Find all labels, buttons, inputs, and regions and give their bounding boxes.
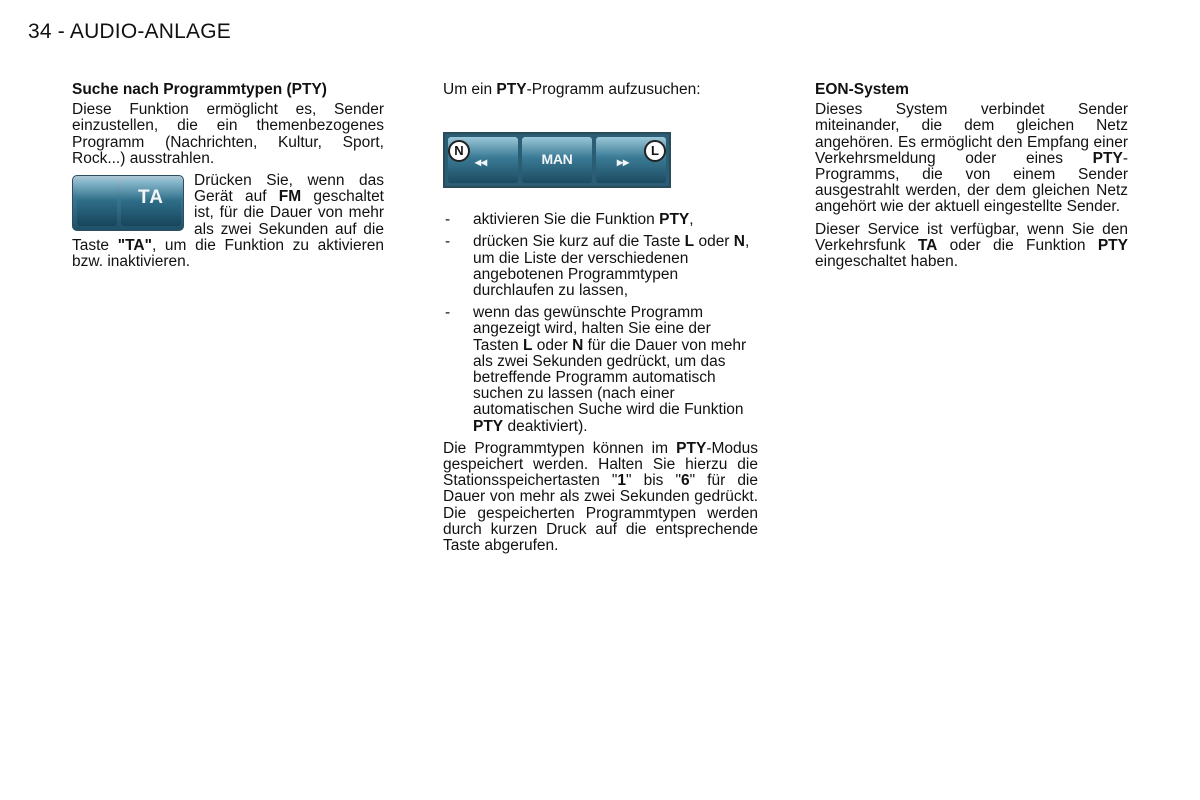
radio-control-illustration [443, 132, 671, 188]
middle-column [443, 82, 758, 554]
text-run: Die Programmtypen können im [443, 439, 677, 457]
text-run: oder [694, 233, 734, 251]
text-run: aktivieren Sie die Funktion [473, 211, 660, 229]
text-run: Drücken Sie, wenn das Gerät auf [194, 172, 384, 206]
eon-section-heading: EON-System [815, 81, 909, 98]
ta-keyword: "TA" [117, 236, 152, 254]
eon-description-paragraph [815, 102, 1128, 215]
forward-icon: ▸▸ [617, 155, 630, 170]
pty-keyword: PTY [676, 439, 707, 457]
fm-keyword: FM [278, 188, 302, 206]
text-run: , um die Liste der verschiedenen angebotenen Programmtypen durchlaufen zu lassen, [473, 233, 750, 300]
n-badge: N [448, 140, 470, 162]
ta-button-illustration [72, 175, 184, 231]
text-run: geschaltet ist, für die Dauer von mehr als zwei Sekunden auf die Taste [72, 188, 384, 254]
text-run: " für die Dauer von mehr als zwei Sekunden gedrückt. Die gespeicherten Programmtypen werden durch kurzen Druck auf die entsprechende Taste abgerufen. [443, 472, 759, 555]
text-run: , um die Funktion zu aktivieren bzw. inaktivieren. [72, 236, 385, 271]
pty-keyword: PTY [1097, 236, 1128, 254]
list-item [443, 212, 758, 228]
list-item [443, 305, 758, 435]
left-column [72, 82, 384, 270]
pty-steps-list [443, 212, 758, 435]
ta-button-label: TA [138, 187, 164, 209]
text-run: -Programms, die von einem Sender ausgestrahlt werden, der dem gleichen Netz angehört wie der aktuell eingestellte Sender. [815, 149, 1128, 216]
l-keyword: L [522, 336, 533, 354]
pty-keyword: PTY [1092, 149, 1123, 167]
text-run: , [689, 211, 694, 229]
right-column [815, 82, 1128, 270]
pty-keyword: PTY [496, 81, 527, 98]
rewind-icon: ◂◂ [475, 155, 488, 170]
dash-marker: - [445, 211, 451, 229]
pty-intro-paragraph: Diese Funktion ermöglicht es, Sender einzustellen, die ein themenbezogenes Programm (Nachrichten, Kultur, Sport, Rock...) ausstrahlen. [72, 101, 384, 167]
n-keyword: N [572, 336, 584, 354]
text-run: deaktiviert). [503, 417, 588, 435]
text-run: Dieser Service ist verfügbar, wenn Sie den Verkehrsfunk [815, 220, 1128, 254]
l-keyword: L [684, 233, 695, 251]
text-run: -Modus gespeichert werden. Halten Sie hierzu die Stationsspeichertasten " [443, 439, 758, 490]
text-run: wenn das gewünschte Programm angezeigt wird, halten Sie eine der Tasten [473, 304, 711, 354]
ta-button-left-segment [77, 180, 117, 226]
text-run: Dieses System verbindet Sender miteinander, die dem gleichen Netz angehören. Es ermöglicht den Empfang einer Verkehrsmeldung oder eines [815, 101, 1128, 167]
pty-memory-paragraph [443, 441, 758, 554]
preset-6-keyword: 6 [680, 472, 690, 490]
pty-search-intro [443, 82, 758, 98]
pty-section-heading: Suche nach Programmtypen (PTY) [72, 81, 327, 98]
dash-marker: - [445, 233, 451, 251]
list-item [443, 234, 758, 299]
n-keyword: N [733, 233, 745, 251]
text-run: für die Dauer von mehr als zwei Sekunden gedrückt, um das betreffende Programm automatisch suchen zu lassen (nach einer automatischen Suche wird die Funktion [473, 336, 747, 419]
page-header: 34 - AUDIO-ANLAGE [28, 20, 231, 43]
text-run: Um ein [443, 81, 497, 98]
preset-1-keyword: 1 [617, 472, 627, 490]
text-run: " bis " [626, 472, 681, 490]
pty-keyword: PTY [659, 211, 690, 229]
pty-keyword: PTY [473, 417, 504, 435]
text-run: oder die Funktion [937, 236, 1098, 254]
man-label: MAN [541, 151, 573, 168]
eon-availability-paragraph [815, 222, 1128, 271]
dash-marker: - [445, 304, 451, 322]
text-run: oder [532, 336, 573, 354]
ta-instruction-block [72, 173, 384, 270]
l-badge: L [644, 140, 666, 162]
ta-keyword: TA [917, 236, 938, 254]
text-run: -Programm aufzusuchen: [526, 81, 701, 98]
text-run: eingeschaltet haben. [815, 253, 959, 271]
text-run: drücken Sie kurz auf die Taste [473, 233, 685, 251]
